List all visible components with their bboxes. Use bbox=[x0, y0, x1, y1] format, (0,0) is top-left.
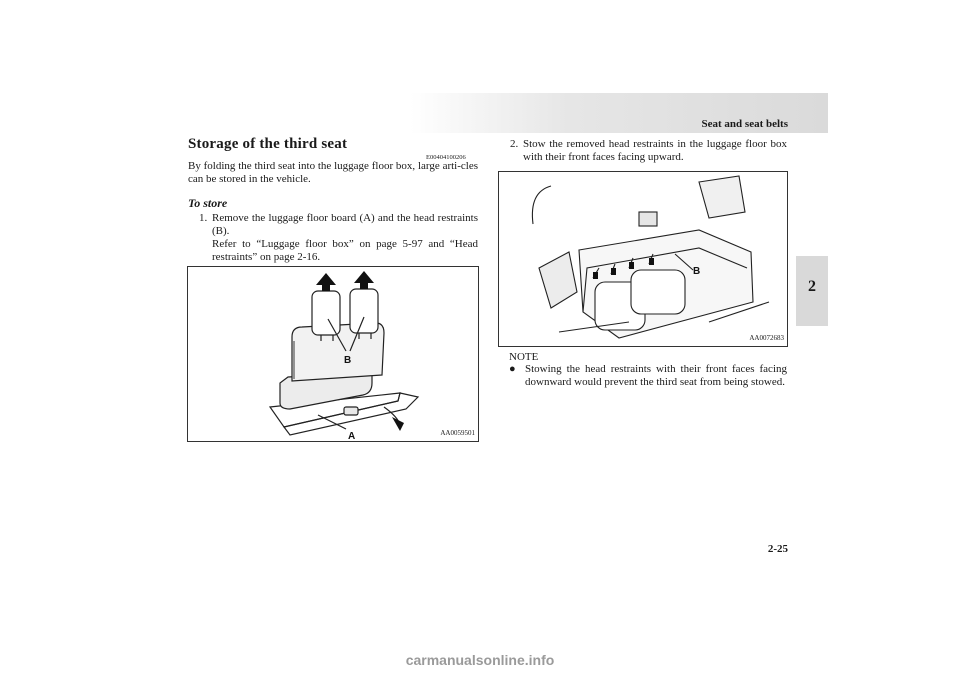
figure-code: AA0059501 bbox=[440, 429, 475, 437]
step-2 bbox=[510, 138, 787, 164]
step-text: Remove the luggage floor board (A) and the head restraints (B). bbox=[212, 212, 478, 237]
step-number: 2. bbox=[510, 138, 519, 150]
bullet-icon: ● bbox=[509, 363, 516, 375]
step-reference: Refer to “Luggage floor box” on page 5-97 and “Head restraints” on page 2-16. bbox=[212, 238, 478, 263]
figure-label-b: B bbox=[344, 355, 352, 366]
step-text: Stow the removed head restraints in the luggage floor box with their front faces facing upward. bbox=[523, 138, 787, 163]
chapter-tab-label: 2 bbox=[808, 278, 816, 295]
note-text: Stowing the head restraints with their front faces facing downward would prevent the third seat from being stowed. bbox=[525, 363, 787, 388]
figure-code: AA0072683 bbox=[749, 334, 784, 342]
figure-label-b: B bbox=[693, 266, 701, 277]
note-label: NOTE bbox=[509, 351, 539, 363]
intro-paragraph: By folding the third seat into the luggage floor box, large arti-cles can be stored in the vehicle. bbox=[188, 160, 478, 185]
subheading: To store bbox=[188, 196, 228, 210]
section-code: E00404100206 bbox=[426, 154, 466, 161]
step-number: 1. bbox=[199, 212, 208, 224]
section-header: Seat and seat belts bbox=[701, 118, 788, 130]
figure-luggage-box bbox=[498, 171, 788, 347]
watermark: carmanualsonline.info bbox=[405, 652, 555, 668]
figure-label-a: A bbox=[348, 431, 356, 441]
luggage-box-illustration bbox=[499, 172, 787, 346]
seat-illustration bbox=[188, 267, 478, 441]
step-1 bbox=[199, 212, 478, 264]
section-title: Storage of the third seat bbox=[188, 136, 348, 152]
page-number: 2-25 bbox=[767, 543, 788, 555]
chapter-tab bbox=[796, 256, 828, 326]
note-item bbox=[509, 363, 787, 389]
figure-seat-removal bbox=[187, 266, 479, 442]
